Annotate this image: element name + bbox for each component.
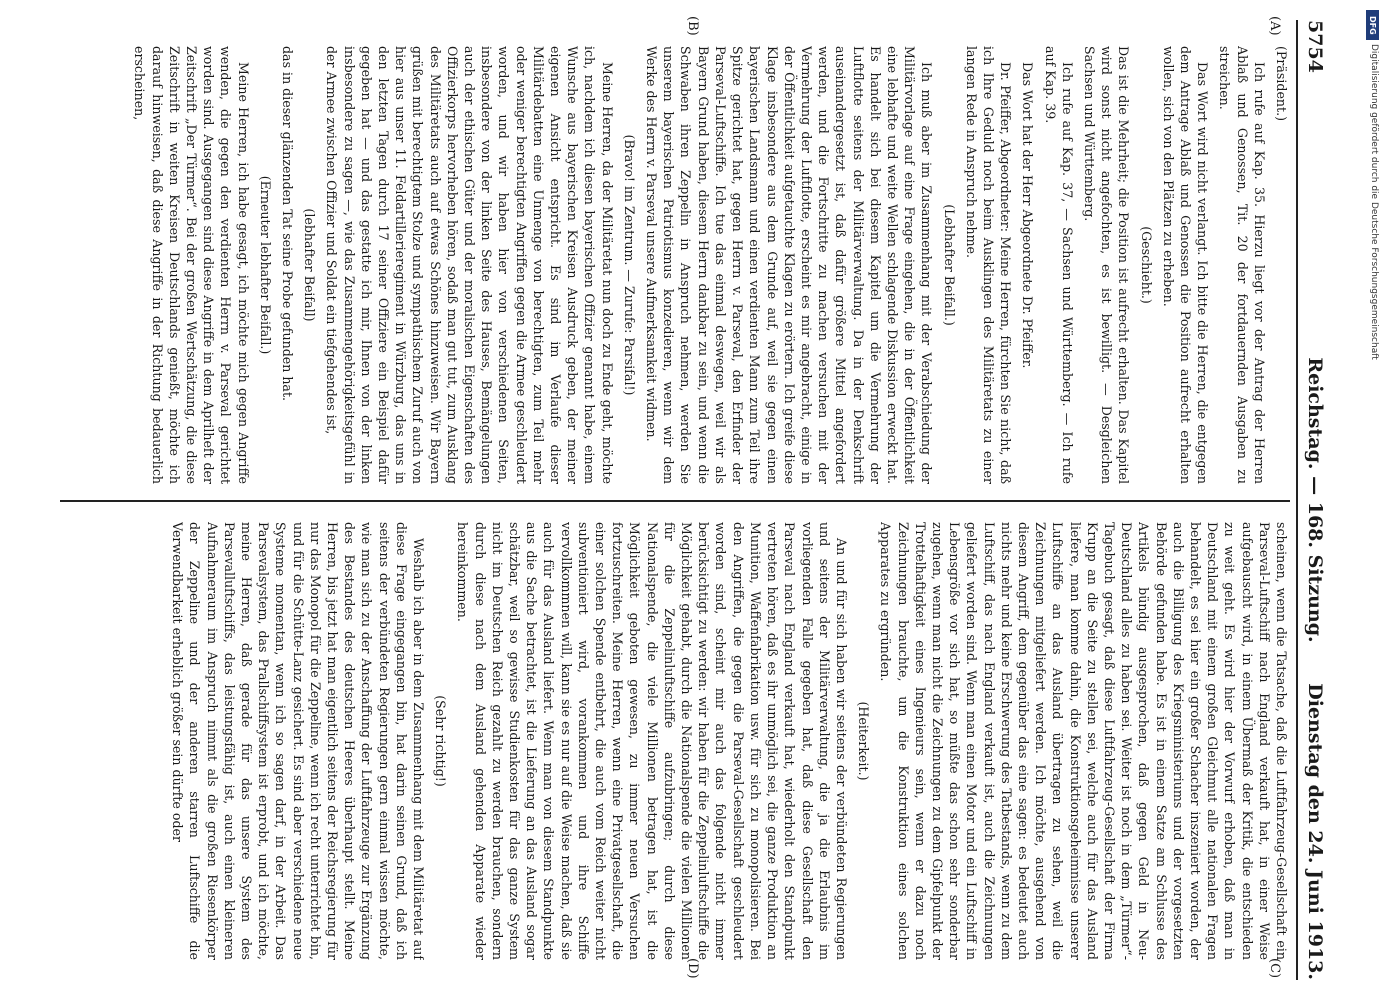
paragraph: Das Wort wird nicht verlangt. Ich bitte die Herren, die entgegen dem Antrage Ablaß und Genossen die Position aufrecht erhalten wollen, sich von den Plätzen zu erheben. [1160,46,1211,484]
left-text-column [60,46,1290,484]
digitization-sidebar [1365,4,1379,994]
session-date: Dienstag den 24. Juni 1913. [1304,683,1326,980]
session-title: Reichstag. — 168. Sitzung. [1304,357,1326,643]
paragraph: (Heiterkeit.) [856,701,872,781]
dfg-logo: DFG [1366,10,1379,40]
paragraph: Das Wort hat der Herr Abgeordnete Dr. Pfeiffer. [1020,62,1036,369]
right-text-column [60,522,1290,960]
column-divider [60,500,1290,502]
paragraph: das in dieser glänzenden Tat seine Probe gefunden hat. [280,46,296,402]
paragraph: Meine Herren, da der Militäretat nun doch zu Ende geht, möchte ich, nachdem ich diesen bayerischen Offizier genannt habe, einem Wunsche aus bayerischen Kreisen Ausdruck geben, der meiner eigenen Ansicht entspricht. Es sind im Verlaufe dieser Militärdebatten eine Unmenge von berechtigten, zum Teil mehr oder weniger berechtigten Angriffen gegen die Armee geschleudert worden, und wir haben hier von verschiedenen Seiten, insbesondere von der linken Seite des Hauses, Bemängelungen auch der ethischen Güter und der moralischen Eigenschaften des Offizierkorps hervorheben hören, sodaß man gut tut, zum Ausklang des Militäretats auch auf etwas Schönes hinzuweisen. Wir Bayern grüßen mit berechtigtem Stolze und sympathischem Zuruf auch von hier aus unser 11. Feldartillerieregiment in Würzburg, das uns in den letzten Tagen durch 17 seiner Offiziere ein Beispiel dafür gegeben hat — und das gestatte ich mir, Ihnen von der linken insbesondere zu sagen —, wie das Zusammengehörigkeitsgefühl in der Armee zwischen Offizier und Soldat ein tiefgehendes ist, [324,46,615,484]
paragraph: (Präsident.) [1274,46,1289,122]
paragraph: Ich muß aber im Zusammenhang mit der Verabschiedung der Militärvorlage auf eine Frage eingehen, die in der Öffentlichkeit eine lebhafte und weite Wellen schlagende Diskussion erweckt hat. Es handelt sich bei diesem Kapitel um die Vermehrung der Luftflotte seitens der Militärverwaltung. Da in der Denkschrift auseinandergesetzt ist, daß dafür größere Mittel angefordert werden, und die Fortschritte zu machen versuchen mit der Vermehrung der Luftflotte, erscheint es mir angebracht, einige in der Öffentlichkeit aufgetauchte Klagen zu erörtern. Ich greife diese Klage insbesondere aus dem Grunde auf, weil sie gegen einen bayerischen Landsmann und einen verdienten Mann zum Teil ihre Spitze gerichtet hat, gegen Herrn v. Parseval, den Erfinder der Parseval-Luftschiffe. Ich tue das einmal deswegen, weil wir als Bayern Grund haben, diesem Herrn dankbar zu sein, und wenn die Schwaben ihren Zeppelin in Anspruch nehmen, werden Sie unserem bayerischen Patriotismus konzedieren, wenn wir dem Werke des Herrn v. Parseval unsere Aufmerksamkeit widmen. [644,46,935,484]
paragraph: An und für sich haben wir seitens der verbündeten Regierungen und seitens der Militärverwaltung, die ja die Erlaubnis im vorliegenden Falle gegeben hat, daß diese Gesellschaft den Parseval nach England verkauft hat, wiederholt den Standpunkt vertreten hören, daß es ihr unmöglich sei, die ganze Produktion an Munition, Waffenfabrikation usw. für sich zu monopolisieren. Bei den Angriffen, die gegen die Parseval-Gesellschaft geschleudert worden sind, scheint mir auch das folgende nicht immer berücksichtigt zu werden: wir haben für die Zeppelinluftschiffe die Möglichkeit gehabt, durch die Nationalspende die vielen Millionen für die Zeppelinluftschiffe aufzubringen; durch diese Nationalspende, die viele Millionen betragen hat, ist die Möglichkeit geboten gewesen, zu immer neuen Versuchen fortzuschreiten. Meine Herren, wenn eine Privatgesellschaft, die einer solchen Spende entbehrt, die auch vom Reich weiter nicht subventioniert wird, vorankommen und ihre Schiffe vervollkommnen will, kann sie es nur auf die Weise machen, daß sie auch für das Ausland liefert. Wenn man von diesem Standpunkte aus die Sache betrachtet, ist die Lieferung an das Ausland sogar schätzbar, weil so gewisse Studienkosten für das ganze System nicht im Deutschen Reich gezahlt zu werden brauchen, sondern durch diese nach dem Ausland gehenden Apparate wieder hereinkommen. [455,522,849,960]
paragraph: Meine Herren, ich habe gesagt, ich möchte mich gegen Angriffe wenden, die gegen den verdienten Herrn v. Parseval gerichtet worden sind. Ausgegangen sind diese Angriffe in dem Aprilheft der Zeitschrift „Der Türmer“. Bei der großen Wertschätzung, die diese Zeitschrift in weiten Kreisen Deutschlands genießt, möchte ich darauf hinweisen, daß diese Angriffe in der Richtung bedauerlich erscheinen, [132,46,251,484]
digitization-note: Digitalisierung gefördert durch die Deutsche Forschungsgemeinschaft [1369,44,1379,360]
paragraph: scheinen, wenn die Tatsache, daß die Luftfahrzeug-Gesellschaft ein Parseval-Luftschiff nach England verkauft hat, in einer Weise aufgebauscht wird, in einem Übermaß der Kritik, die entschieden zu weit geht. Es wird hier der Vorwurf erhoben, daß man in Deutschland mit einem großen Gleichmut alle nationalen Fragen behandelt, es sei hier ein großer Schacher inszeniert worden, der auch die Billigung des Kriegsministeriums und der vorgesetzten Behörde gefunden habe. Es ist in einem Satze am Schlusse des Artikels bündig ausgesprochen, daß gegen Geld in Neu-Deutschland alles zu haben sei. Weiter ist noch in dem „Türmer“-Tagebuch gesagt, daß diese Luftfahrzeug-Gesellschaft der Firma Krupp an die Seite zu stellen sei, welche auch für das Ausland liefere, man komme dahin, die Konstruktionsgeheimnisse unserer Luftschiffe an das Ausland übertragen zu sehen, weil die Zeichnungen mitgeliefert werden. Ich möchte, ausgehend von diesem Angriff, dem gegenüber das eine sagen: es bedeutet auch nichts mehr und keine Erschwerung des Tatbestands, wenn zu dem Luftschiff, das nach England verkauft ist, auch die Zeichnungen geliefert worden sind. Wenn man einen Motor und ein Luftschiff in Lebensgröße vor sich hat, so müßte das schon sehr sonderbar zugehen, wenn man nicht die Zeichnungen zu dem Gipfelpunkt der Trottelhaftigkeit eines Ingenieurs sein, wenn er dazu noch Zeichnungen brauchte, um die Konstruktion eines solchen Apparates zu ergründen. [878,522,1289,960]
margin-marker-c: (C) [1267,958,1282,979]
page-number: 5754 [1304,20,1326,73]
margin-marker-a: (A) [1267,16,1282,36]
paragraph: Dr. Pfeiffer, Abgeordneter: Meine Herren, fürchten Sie nicht, daß ich Ihre Geduld noch beim Ausklingen des Militäretats zu einer langen Rede in Anspruch nehme. [963,46,1014,484]
paragraph: (Sehr richtig!) [433,695,449,787]
paragraph: Das ist die Mehrheit; die Position ist aufrecht erhalten. Das Kapitel wird sonst nicht angefochten, es ist bewilligt. — Desgleichen Sachsen und Württemberg. [1081,46,1132,484]
paragraph: (lebhafter Beifall) [302,208,318,322]
margin-marker-d: (D) [685,958,700,979]
rotated-document-page [40,10,1340,990]
paragraph: (Bravo! im Zentrum. — Zurufe: Parsifal!) [621,134,637,396]
running-head [1296,20,1332,980]
paragraph: (Geschieht.) [1138,226,1154,304]
paragraph: Weshalb ich aber in dem Zusammenhang mit dem Militäretat auf diese Frage eingegangen bin, hat darin seinen Grund, daß ich seitens der verbündeten Regierungen gern einmal wissen möchte, wie man sich zu der Anschaffung der Luftfahrzeuge zur Ergänzung des Bestandes des deutschen Heeres überhaupt stellt. Meine Herren, bis jetzt hat man eigentlich seitens der Reichsregierung für nur das Monopol für die Zeppeline, wenn ich recht unterrichtet bin, und für die Schütte-Lanz gesichert. Es sind aber verschiedene neue Systeme momentan, wenn ich so sagen darf, in der Arbeit. Das Parsevalsystem, das Prallschiffsystem ist erprobt, und ich möchte, meine Herren, daß gerade für das unsere System des Parsevalluftschiffs, das leistungsfähig ist, auch einen kleineren Aufnahmeraum im Anspruch nimmt als die großen Riesenkörper der Zeppeline und der anderen starren Luftschiffe die Verwendbarkeit erheblich größer sein dürfte oder [170,522,427,960]
paragraph: Ich rufe auf Kap. 37, — Sachsen und Württemberg. — Ich rufe auf Kap. 39. [1042,46,1075,484]
paragraph: (Lebhafter Beifall.) [941,204,957,326]
paragraph: (Erneuter lebhafter Beifall.) [257,175,273,355]
margin-marker-b: (B) [685,16,700,36]
paragraph: Ich rufe auf Kap. 35. Hierzu liegt vor der Antrag der Herren Ablaß und Genossen, Tit. 20 der fortdauernden Ausgaben zu streichen. [1217,46,1267,484]
